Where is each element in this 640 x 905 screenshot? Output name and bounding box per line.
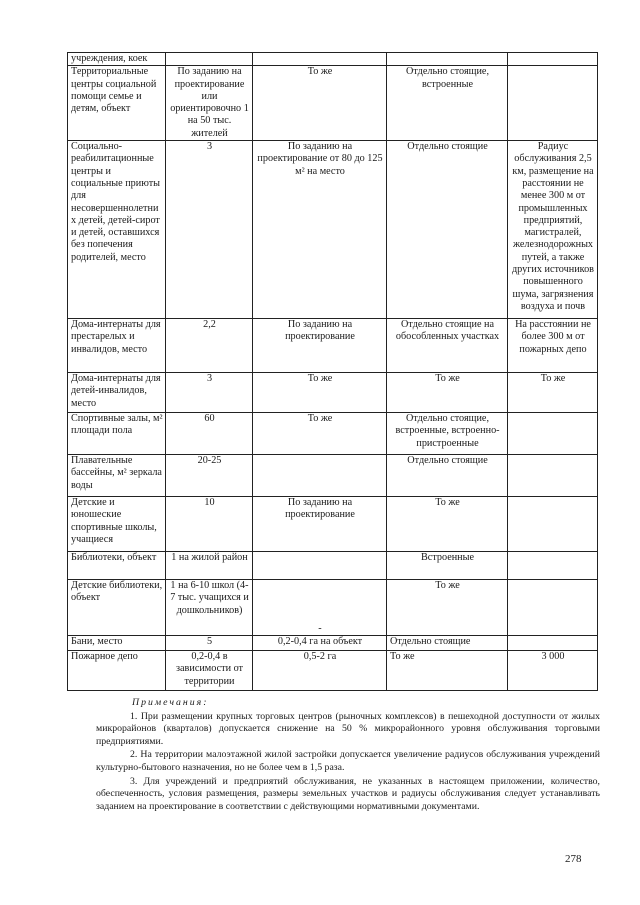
facility-name-cell: Дома-интернаты для престарелых и инвалидов, место: [68, 319, 166, 373]
note-paragraph: 1. При размещении крупных торговых центров (рыночных комплексов) в пешеходной доступности от жилых микрорайонов (кварталов) допускается снижение на 50 % микрорайонного уровня обслуживания торговыми предприятиями.: [96, 710, 600, 747]
facility-name-cell: Дома-интернаты для детей-инвалидов, место: [68, 373, 166, 413]
placement-cell: Отдельно стоящие: [387, 455, 508, 497]
land-area-cell: По заданию на проектирование: [253, 319, 387, 373]
table-row: [68, 580, 598, 636]
table-row: [68, 141, 598, 319]
land-area-cell: По заданию на проектирование: [253, 497, 387, 552]
placement-cell: То же: [387, 373, 508, 413]
service-radius-cell: 3 000: [508, 651, 598, 691]
table-row: [68, 53, 598, 66]
service-radius-cell: [508, 66, 598, 141]
land-area-cell: [253, 552, 387, 580]
note-paragraph: 2. На территории малоэтажной жилой застройки допускается увеличение радиусов обслуживания учреждений культурно-бытового назначения, но не более чем в 1,5 раза.: [96, 749, 600, 773]
land-area-cell: 0,2-0,4 га на объект: [253, 636, 387, 651]
placement-cell: Встроенные: [387, 552, 508, 580]
note-paragraph: 3. Для учреждений и предприятий обслуживания, не указанных в настоящем приложении, количество, обеспеченность, условия размещения, размеры земельных участков и радиусы обслуживания следует устанавливать заданием на проектирование в соответствии с действующими нормативными документами.: [96, 775, 600, 812]
capacity-cell: 3: [166, 373, 253, 413]
land-area-cell: То же: [253, 413, 387, 455]
placement-cell: Отдельно стоящие, встроенные, встроенно-пристроенные: [387, 413, 508, 455]
service-radius-cell: [508, 552, 598, 580]
land-area-cell: -: [253, 580, 387, 636]
capacity-cell: 0,2-0,4 в зависимости от территории: [166, 651, 253, 691]
table-row: [68, 636, 598, 651]
facility-name-cell: Пожарное депо: [68, 651, 166, 691]
table-row: [68, 651, 598, 691]
service-radius-cell: Радиус обслуживания 2,5 км, размещение на расстоянии не менее 300 м от промышленных предприятий, магистралей, железнодорожных путей, а также других источников повышенного шума, загрязнения воздуха и почв: [508, 141, 598, 319]
placement-cell: [387, 53, 508, 66]
table-row: [68, 552, 598, 580]
placement-cell: Отдельно стоящие: [387, 141, 508, 319]
table-row: [68, 497, 598, 552]
placement-cell: Отдельно стоящие на обособленных участках: [387, 319, 508, 373]
service-radius-cell: [508, 497, 598, 552]
notes-title: Примечания:: [132, 697, 209, 708]
facility-name-cell: учреждения, коек: [68, 53, 166, 66]
land-area-cell: 0,5-2 га: [253, 651, 387, 691]
facility-name-cell: Социально-реабилитационные центры и социальные приюты для несовершеннолетних детей, детей-сирот и детей, оставшихся без попечения родителей, место: [68, 141, 166, 319]
service-radius-cell: [508, 455, 598, 497]
facility-name-cell: Библиотеки, объект: [68, 552, 166, 580]
service-radius-cell: [508, 636, 598, 651]
facility-name-cell: Плавательные бассейны, м² зеркала воды: [68, 455, 166, 497]
land-area-cell: [253, 455, 387, 497]
service-radius-cell: [508, 413, 598, 455]
capacity-cell: 20-25: [166, 455, 253, 497]
capacity-cell: 1 на жилой район: [166, 552, 253, 580]
norms-table: [67, 52, 598, 691]
land-area-cell: По заданию на проектирование от 80 до 125 м² на место: [253, 141, 387, 319]
facility-name-cell: Бани, место: [68, 636, 166, 651]
capacity-cell: 1 на 6-10 школ (4-7 тыс. учащихся и дошкольников): [166, 580, 253, 636]
page-number: 278: [565, 853, 582, 865]
capacity-cell: [166, 53, 253, 66]
service-radius-cell: [508, 580, 598, 636]
capacity-cell: 60: [166, 413, 253, 455]
land-area-cell: То же: [253, 373, 387, 413]
placement-cell: То же: [387, 497, 508, 552]
placement-cell: То же: [387, 651, 508, 691]
table-body: [68, 53, 598, 691]
capacity-cell: 5: [166, 636, 253, 651]
facility-name-cell: Территориальные центры социальной помощи семье и детям, объект: [68, 66, 166, 141]
land-area-cell: То же: [253, 66, 387, 141]
table-row: [68, 373, 598, 413]
capacity-cell: 3: [166, 141, 253, 319]
facility-name-cell: Спортивные залы, м² площади пола: [68, 413, 166, 455]
placement-cell: Отдельно стоящие, встроенные: [387, 66, 508, 141]
land-area-cell: [253, 53, 387, 66]
facility-name-cell: Детские и юношеские спортивные школы, учащиеся: [68, 497, 166, 552]
table-row: [68, 413, 598, 455]
service-radius-cell: [508, 53, 598, 66]
placement-cell: Отдельно стоящие: [387, 636, 508, 651]
capacity-cell: По заданию на проектирование или ориентировочно 1 на 50 тыс. жителей: [166, 66, 253, 141]
service-radius-cell: То же: [508, 373, 598, 413]
notes-section: [96, 697, 600, 814]
service-radius-cell: На расстоянии не более 300 м от пожарных депо: [508, 319, 598, 373]
table-row: [68, 319, 598, 373]
placement-cell: То же: [387, 580, 508, 636]
facility-name-cell: Детские библиотеки, объект: [68, 580, 166, 636]
capacity-cell: 10: [166, 497, 253, 552]
table-row: [68, 66, 598, 141]
capacity-cell: 2,2: [166, 319, 253, 373]
table-row: [68, 455, 598, 497]
